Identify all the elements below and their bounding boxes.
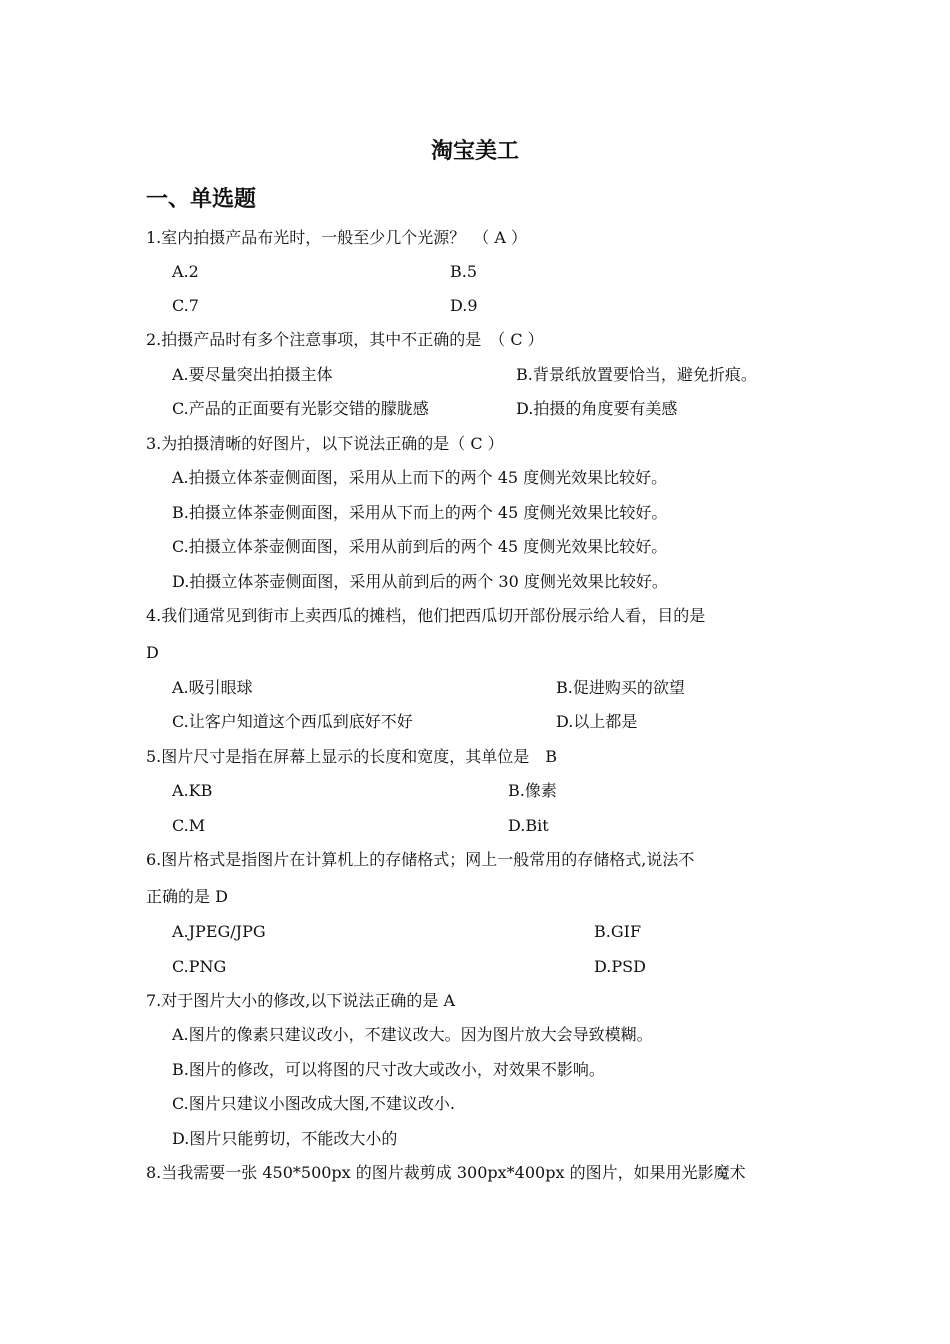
option-5d: D.Bit xyxy=(508,816,549,835)
question-8: 8.当我需要一张 450*500px 的图片裁剪成 300px*400px 的图片，如果用光影魔术 xyxy=(146,1163,746,1182)
document-title: 淘宝美工 xyxy=(430,139,519,164)
option-4c: C.让客户知道这个西瓜到底好不好 xyxy=(172,712,413,731)
option-6c: C.PNG xyxy=(172,957,227,976)
option-3d: D.拍摄立体茶壶侧面图，采用从前到后的两个 30 度侧光效果比较好。 xyxy=(172,572,668,591)
question-5: 5.图片尺寸是指在屏幕上显示的长度和宽度，其单位是 B xyxy=(146,747,558,766)
option-2b: B.背景纸放置要恰当，避免折痕。 xyxy=(516,365,757,384)
option-1b: B.5 xyxy=(450,262,478,281)
question-2: 2.拍摄产品时有多个注意事项，其中不正确的是 （ C ） xyxy=(146,330,544,349)
question-3: 3.为拍摄清晰的好图片，以下说法正确的是（ C ） xyxy=(146,434,504,453)
option-6d: D.PSD xyxy=(594,957,646,976)
option-7d: D.图片只能剪切，不能改大小的 xyxy=(172,1129,398,1148)
option-3a: A.拍摄立体茶壶侧面图，采用从上而下的两个 45 度侧光效果比较好。 xyxy=(172,468,668,487)
option-7c: C.图片只建议小图改成大图,不建议改小. xyxy=(172,1094,455,1113)
section-heading: 一、单选题 xyxy=(146,187,257,212)
option-1a: A.2 xyxy=(172,262,199,281)
question-6-cont: 正确的是 D xyxy=(146,887,228,906)
option-5a: A.KB xyxy=(172,781,213,800)
question-6: 6.图片格式是指图片在计算机上的存储格式；网上一般常用的存储格式,说法不 xyxy=(146,850,695,869)
option-6a: A.JPEG/JPG xyxy=(172,922,266,941)
option-3b: B.拍摄立体茶壶侧面图，采用从下而上的两个 45 度侧光效果比较好。 xyxy=(172,503,668,522)
option-2c: C.产品的正面要有光影交错的朦胧感 xyxy=(172,399,429,418)
option-1d: D.9 xyxy=(450,296,478,315)
option-5b: B.像素 xyxy=(508,781,557,800)
option-4b: B.促进购买的欲望 xyxy=(556,678,685,697)
option-7b: B.图片的修改，可以将图的尺寸改大或改小，对效果不影响。 xyxy=(172,1060,605,1079)
option-1c: C.7 xyxy=(172,296,199,315)
option-3c: C.拍摄立体茶壶侧面图，采用从前到后的两个 45 度侧光效果比较好。 xyxy=(172,537,668,556)
question-4: 4.我们通常见到街市上卖西瓜的摊档，他们把西瓜切开部份展示给人看，目的是 xyxy=(146,606,706,625)
option-4d: D.以上都是 xyxy=(556,712,638,731)
question-4-answer: D xyxy=(146,643,159,662)
option-7a: A.图片的像素只建议改小，不建议改大。因为图片放大会导致模糊。 xyxy=(172,1025,653,1044)
option-6b: B.GIF xyxy=(594,922,642,941)
option-2d: D.拍摄的角度要有美感 xyxy=(516,399,678,418)
question-1: 1.室内拍摄产品布光时，一般至少几个光源？ （ A ） xyxy=(146,228,527,247)
option-5c: C.M xyxy=(172,816,206,835)
option-4a: A.吸引眼球 xyxy=(172,678,253,697)
question-7: 7.对于图片大小的修改,以下说法正确的是 A xyxy=(146,991,455,1010)
option-2a: A.要尽量突出拍摄主体 xyxy=(172,365,333,384)
